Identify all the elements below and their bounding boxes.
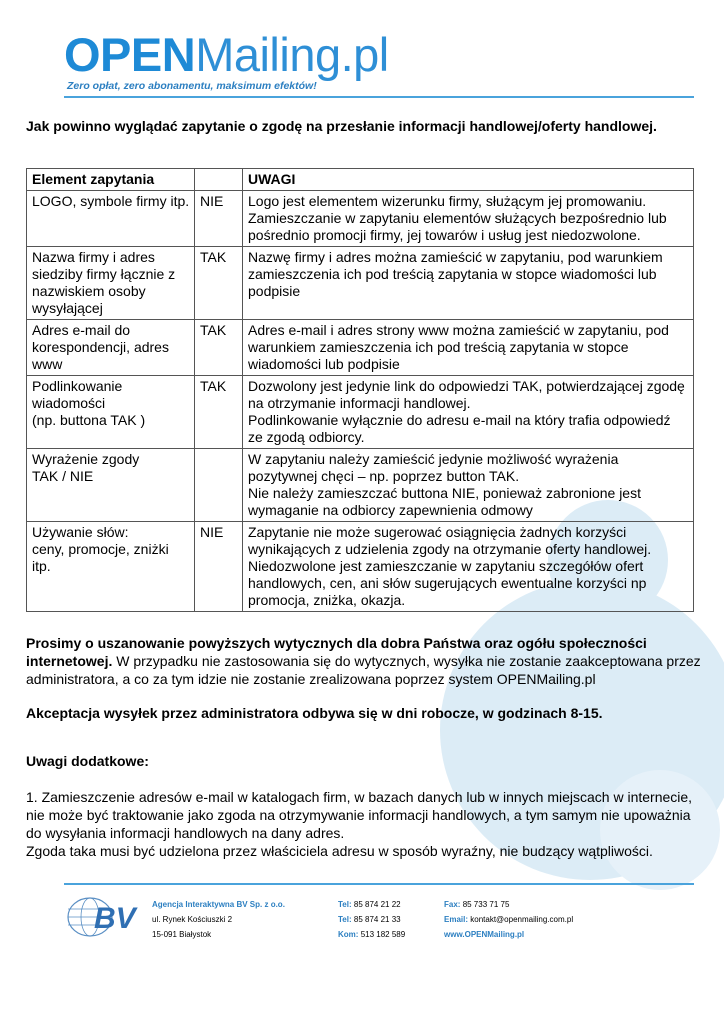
website-link[interactable]: www.OPENMailing.pl xyxy=(444,930,525,939)
acceptance-note: Akceptacja wysyłek przez administratora odbywa się w dni robocze, w godzinach 8-15. xyxy=(26,705,603,721)
bv-logo-text: BV xyxy=(94,902,136,935)
company-street: ul. Rynek Kościuszki 2 xyxy=(152,915,233,924)
phone-2: 85 874 21 33 xyxy=(353,915,401,924)
table-row xyxy=(27,247,694,320)
row-element: Adres e-mail do korespondencji, adres www xyxy=(27,320,195,376)
row-remark: Dozwolony jest jedynie link do odpowiedzi TAK, potwierdzającej zgodę na otrzymanie informacji handlowej. Podlinkowanie wyłącznie do adresu e-mail na który trafia odpowiedź ze zgodą odbiorcy. xyxy=(243,376,694,449)
remark-1: 1. Zamieszczenie adresów e-mail w katalogach firm, w bazach danych lub w innych miejscach w internecie, nie może być traktowanie jako zgoda na otrzymywanie informacji handlowych, a tym samym nie upoważnia do wysyłania informacji handlowych na dany adres. xyxy=(26,789,693,841)
row-remark: Logo jest elementem wizerunku firmy, służącym jej promowaniu. Zamieszczanie w zapytaniu elementów służących bezpośrednio lub pośrednio promocji firmy, jej towarów i usług jest niedozwolone. xyxy=(243,191,694,247)
email-link[interactable]: kontakt@openmailing.com.pl xyxy=(470,915,574,924)
row-flag: NIE xyxy=(195,522,243,612)
table-row xyxy=(27,376,694,449)
footer-phones: Tel: 85 874 21 22 Tel: 85 874 21 33 Kom: 513 182 589 xyxy=(338,900,406,939)
row-remark: W zapytaniu należy zamieścić jedynie możliwość wyrażenia pozytywnej chęci – np. poprzez button TAK. Nie należy zamieszczać buttona NIE, ponieważ zabronione jest wymaganie na odbiorcy zapewnienia odmowy xyxy=(243,449,694,522)
table-header-row xyxy=(27,169,694,191)
bv-globe-logo xyxy=(66,895,144,939)
row-flag: TAK xyxy=(195,376,243,449)
respect-paragraph xyxy=(26,634,702,688)
row-remark: Nazwę firmy i adres można zamieścić w zapytaniu, pod warunkiem zamieszczenia ich pod treścią zapytania w stopce wiadomości lub podpisie xyxy=(243,247,694,320)
row-flag xyxy=(195,449,243,522)
row-remark: Adres e-mail i adres strony www można zamieścić w zapytaniu, pod warunkiem zamieszczenia ich pod treścią zapytania w stopce wiadomości lub podpisie xyxy=(243,320,694,376)
row-flag: NIE xyxy=(195,191,243,247)
header-divider xyxy=(64,96,694,98)
footer-divider xyxy=(64,883,694,885)
row-remark: Zapytanie nie może sugerować osiągnięcia żadnych korzyści wynikających z udzielenia zgody na otrzymanie oferty handlowej. Niedozwolone jest zamieszczanie w zapytaniu szczegółów ofert handlowych, cen, ani słów sugerujących ewentualne korzyści np promocja, zniżka, okazja. xyxy=(243,522,694,612)
remark-paragraph xyxy=(26,788,702,860)
column-header: Element zapytania xyxy=(27,169,195,191)
table-row xyxy=(27,320,694,376)
column-header: UWAGI xyxy=(243,169,694,191)
guidelines-table xyxy=(26,168,694,612)
mobile-phone: 513 182 589 xyxy=(360,930,406,939)
table-row xyxy=(27,191,694,247)
phone-1: 85 874 21 22 xyxy=(353,900,401,909)
row-element: Nazwa firmy i adres siedziby firmy łącznie z nazwiskiem osoby wysyłającej xyxy=(27,247,195,320)
row-element: Wyrażenie zgody TAK / NIE xyxy=(27,449,195,522)
row-flag: TAK xyxy=(195,247,243,320)
footer-contact: Fax: 85 733 71 75 Email: kontakt@openmailing.com.pl www.OPENMailing.pl xyxy=(444,900,574,939)
footer-address xyxy=(152,897,285,942)
page-title: Jak powinno wyglądać zapytanie o zgodę na przesłanie informacji handlowej/oferty handlowej. xyxy=(26,118,657,134)
row-flag: TAK xyxy=(195,320,243,376)
fax-number: 85 733 71 75 xyxy=(462,900,510,909)
column-header xyxy=(195,169,243,191)
remark-2: Zgoda taka musi być udzielona przez właściciela adresu w sposób wyraźny, nie budzący wątpliwości. xyxy=(26,843,653,859)
company-city: 15-091 Białystok xyxy=(152,930,212,939)
respect-text: W przypadku nie zastosowania się do wytycznych, wysyłka nie zostanie zaakceptowana przez administratora, a co za tym idzie nie zostanie zrealizowana poprzez system OPENMailing.pl xyxy=(26,653,701,687)
openmailing-logo: OPENMailing.pl xyxy=(64,28,389,81)
company-name: Agencja Interaktywna BV Sp. z o.o. xyxy=(152,900,285,909)
row-element: LOGO, symbole firmy itp. xyxy=(27,191,195,247)
table-row xyxy=(27,449,694,522)
remarks-title: Uwagi dodatkowe: xyxy=(26,753,149,769)
row-element: Podlinkowanie wiadomości (np. buttona TAK ) xyxy=(27,376,195,449)
tagline: Zero opłat, zero abonamentu, maksimum efektów! xyxy=(67,80,317,92)
table-row xyxy=(27,522,694,612)
row-element: Używanie słów: ceny, promocje, zniżki itp. xyxy=(27,522,195,612)
respect-bold-text: Prosimy o uszanowanie powyższych wytycznych dla dobra Państwa oraz ogółu społeczności internetowej. xyxy=(26,635,647,669)
